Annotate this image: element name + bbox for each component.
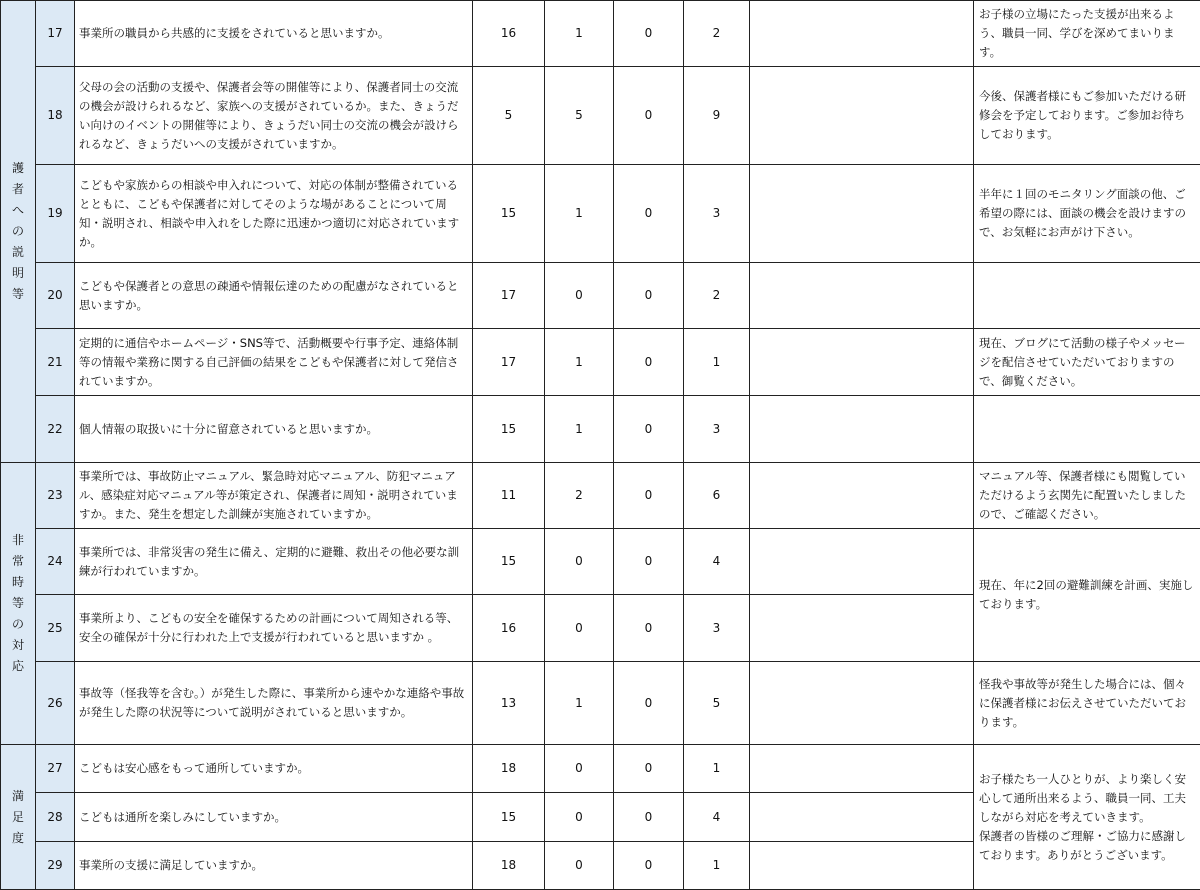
answer-unknown: 4	[684, 529, 750, 595]
answer-neutral: 0	[545, 793, 614, 842]
answer-no: 0	[614, 842, 684, 890]
question-text: こどもや保護者との意思の疎通や情報伝達のための配慮がなされていると思いますか。	[75, 263, 473, 329]
table-row	[1, 67, 1200, 165]
remarks-cell	[750, 842, 974, 890]
comment-cell	[974, 396, 1200, 463]
answer-unknown: 1	[684, 745, 750, 793]
answer-no: 0	[614, 793, 684, 842]
answer-unknown: 9	[684, 67, 750, 165]
answer-yes: 16	[473, 595, 545, 662]
comment-cell: 現在、年に2回の避難訓練を計画、実施しております。	[974, 529, 1200, 662]
answer-yes: 17	[473, 263, 545, 329]
answer-no: 0	[614, 529, 684, 595]
answer-neutral: 1	[545, 662, 614, 745]
answer-no: 0	[614, 165, 684, 263]
row-number: 29	[36, 842, 75, 890]
category-label: 非常時等の対応	[11, 533, 24, 673]
question-text: こどもや家族からの相談や申入れについて、対応の体制が整備されているとともに、こどもや保護者に対してそのような場があることについて周知・説明され、相談や申入れをした際に迅速かつ適切に対応されていますか。	[75, 165, 473, 263]
category-cell	[1, 1, 36, 463]
remarks-cell	[750, 263, 974, 329]
answer-neutral: 1	[545, 329, 614, 396]
answer-neutral: 5	[545, 67, 614, 165]
comment-paragraph: 保護者の皆様のご理解・ご協力に感謝しております。ありがとうございます。	[979, 828, 1186, 862]
remarks-cell	[750, 463, 974, 529]
answer-yes: 15	[473, 165, 545, 263]
row-number: 28	[36, 793, 75, 842]
comment-cell: 現在、ブログにて活動の様子やメッセージを配信させていただいておりますので、御覧ください。	[974, 329, 1200, 396]
table-row	[1, 263, 1200, 329]
row-number: 26	[36, 662, 75, 745]
table-row	[1, 529, 1200, 595]
answer-unknown: 3	[684, 595, 750, 662]
answer-unknown: 3	[684, 396, 750, 463]
answer-neutral: 0	[545, 745, 614, 793]
answer-yes: 16	[473, 1, 545, 67]
comment-cell: 怪我や事故等が発生した場合には、個々に保護者様にお伝えさせていただいております。	[974, 662, 1200, 745]
answer-neutral: 0	[545, 842, 614, 890]
remarks-cell	[750, 529, 974, 595]
row-number: 17	[36, 1, 75, 67]
remarks-cell	[750, 396, 974, 463]
remarks-cell	[750, 165, 974, 263]
remarks-cell	[750, 793, 974, 842]
remarks-cell	[750, 329, 974, 396]
table-row	[1, 1, 1200, 67]
answer-yes: 15	[473, 396, 545, 463]
row-number: 23	[36, 463, 75, 529]
answer-neutral: 1	[545, 396, 614, 463]
remarks-cell	[750, 662, 974, 745]
answer-neutral: 2	[545, 463, 614, 529]
comment-cell	[974, 263, 1200, 329]
table-row	[1, 745, 1200, 793]
comment-cell: 今後、保護者様にもご参加いただける研修会を予定しております。ご参加お待ちしております。	[974, 67, 1200, 165]
answer-no: 0	[614, 263, 684, 329]
answer-unknown: 1	[684, 842, 750, 890]
question-text: 事故等（怪我等を含む。）が発生した際に、事業所から速やかな連絡や事故が発生した際の状況等について説明がされていると思いますか。	[75, 662, 473, 745]
answer-yes: 17	[473, 329, 545, 396]
answer-yes: 18	[473, 842, 545, 890]
answer-unknown: 2	[684, 263, 750, 329]
answer-neutral: 1	[545, 1, 614, 67]
question-text: 父母の会の活動の支援や、保護者会等の開催等により、保護者同士の交流の機会が設けられるなど、家族への支援がされているか。また、きょうだい向けのイベントの開催等により、きょうだい同士の交流の機会が設けられるなど、きょうだいへの支援がされていますか。	[75, 67, 473, 165]
category-label: 満足度	[11, 788, 24, 845]
question-text: こどもは安心感をもって通所していますか。	[75, 745, 473, 793]
table-row	[1, 463, 1200, 529]
question-text: こどもは通所を楽しみにしていますか。	[75, 793, 473, 842]
answer-neutral: 0	[545, 263, 614, 329]
comment-cell: お子様の立場にたった支援が出来るよう、職員一同、学びを深めてまいります。	[974, 1, 1200, 67]
answer-unknown: 4	[684, 793, 750, 842]
question-text: 事業所の職員から共感的に支援をされていると思いますか。	[75, 1, 473, 67]
answer-yes: 13	[473, 662, 545, 745]
remarks-cell	[750, 595, 974, 662]
answer-unknown: 5	[684, 662, 750, 745]
answer-no: 0	[614, 463, 684, 529]
remarks-cell	[750, 745, 974, 793]
comment-cell: 半年に１回のモニタリング面談の他、ご希望の際には、面談の機会を設けますので、お気軽にお声がけ下さい。	[974, 165, 1200, 263]
question-text: 事業所では、事故防止マニュアル、緊急時対応マニュアル、防犯マニュアル、感染症対応マニュアル等が策定され、保護者に周知・説明されていますか。また、発生を想定した訓練が実施されていますか。	[75, 463, 473, 529]
row-number: 27	[36, 745, 75, 793]
answer-neutral: 0	[545, 529, 614, 595]
answer-neutral: 0	[545, 595, 614, 662]
question-text: 個人情報の取扱いに十分に留意されていると思いますか。	[75, 396, 473, 463]
answer-no: 0	[614, 329, 684, 396]
answer-no: 0	[614, 662, 684, 745]
row-number: 24	[36, 529, 75, 595]
answer-yes: 11	[473, 463, 545, 529]
comment-cell	[974, 745, 1200, 890]
answer-no: 0	[614, 67, 684, 165]
row-number: 20	[36, 263, 75, 329]
question-text: 定期的に通信やホームページ・SNS等で、活動概要や行事予定、連絡体制等の情報や業務に関する自己評価の結果をこどもや保護者に対して発信されていますか。	[75, 329, 473, 396]
table-row	[1, 329, 1200, 396]
answer-unknown: 2	[684, 1, 750, 67]
row-number: 19	[36, 165, 75, 263]
answer-yes: 15	[473, 529, 545, 595]
answer-unknown: 6	[684, 463, 750, 529]
row-number: 21	[36, 329, 75, 396]
category-cell	[1, 745, 36, 890]
comment-paragraph: お子様たち一人ひとりが、より楽しく安心して通所出来るよう、職員一同、工夫しながら対応を考えていきます。	[979, 771, 1186, 824]
remarks-cell	[750, 1, 974, 67]
table-row	[1, 396, 1200, 463]
answer-yes: 18	[473, 745, 545, 793]
question-text: 事業所では、非常災害の発生に備え、定期的に避難、救出その他必要な訓練が行われていますか。	[75, 529, 473, 595]
answer-no: 0	[614, 745, 684, 793]
answer-neutral: 1	[545, 165, 614, 263]
answer-unknown: 1	[684, 329, 750, 396]
row-number: 25	[36, 595, 75, 662]
question-text: 事業所より、こどもの安全を確保するための計画について周知される等、安全の確保が十分に行われた上で支援が行われていると思いますか 。	[75, 595, 473, 662]
category-cell	[1, 463, 36, 745]
answer-yes: 5	[473, 67, 545, 165]
answer-no: 0	[614, 396, 684, 463]
category-label: 護者への説明等	[11, 161, 24, 301]
row-number: 22	[36, 396, 75, 463]
answer-no: 0	[614, 1, 684, 67]
remarks-cell	[750, 67, 974, 165]
row-number: 18	[36, 67, 75, 165]
table-row	[1, 165, 1200, 263]
answer-yes: 15	[473, 793, 545, 842]
question-text: 事業所の支援に満足していますか。	[75, 842, 473, 890]
table-row	[1, 662, 1200, 745]
answer-no: 0	[614, 595, 684, 662]
comment-cell: マニュアル等、保護者様にも閲覧していただけるよう玄関先に配置いたしましたので、ご確認ください。	[974, 463, 1200, 529]
answer-unknown: 3	[684, 165, 750, 263]
